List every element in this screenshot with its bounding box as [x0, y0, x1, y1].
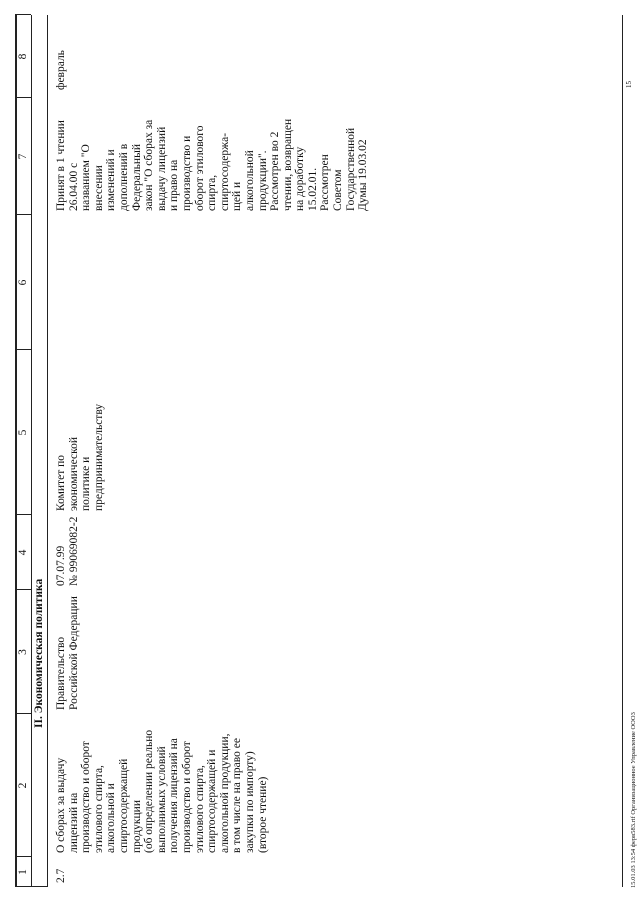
- bill-title: О сборах за выдачу лицензий на производство и оборот этилового спирта, алкогольной и спиртосодержащей продукции (об определении реально выполнимых условий получения лицензий на производство и оборот этилового спирта, спиртосодержащей и алкогольной продукции, в том числе на право ее закупки по импорту) (второе чтение): [55, 729, 269, 853]
- section-row-divider: [47, 15, 48, 887]
- column-number-1: 1: [17, 869, 29, 875]
- responsible-committee: Комитет по экономической политике и предпринимательству: [55, 403, 105, 511]
- column-number-3: 3: [17, 649, 29, 655]
- row-number: 2.7: [55, 868, 67, 883]
- bill-date-number: 07.07.99 № 99069082-2: [55, 516, 80, 586]
- page-number: 15: [625, 81, 633, 88]
- column-number-4: 4: [17, 549, 29, 556]
- file-info-footer: 15.01.03 13:54 ферв583.rtf Организационное Управление ООО3: [630, 712, 637, 888]
- header-row-divider: [31, 15, 32, 887]
- section-title: II. Экономическая политика: [33, 578, 45, 728]
- bill-initiator: Правительство Российской Федерации: [55, 596, 80, 710]
- column-number-7: 7: [17, 153, 29, 160]
- table-bottom-border: [622, 15, 623, 887]
- column-number-5: 5: [17, 429, 29, 436]
- planned-month: февраль: [55, 50, 67, 90]
- bill-status: Принят в 1 чтении 26.04.00 с названием "О внесении изменений и дополнений в Федеральный закон "О сборах за выдачу лицензий и право на производство и оборот этилового спирта, спиртосодержа- щей и алкогольной продукции". Рассмотрен во 2 чтении, возвращен на доработку 15.02.01. Рассмотрен Советом Государственной Думы 19.03.02: [55, 118, 370, 211]
- column-number-2: 2: [17, 782, 29, 789]
- column-number-6: 6: [17, 279, 29, 286]
- column-number-8: 8: [17, 53, 29, 60]
